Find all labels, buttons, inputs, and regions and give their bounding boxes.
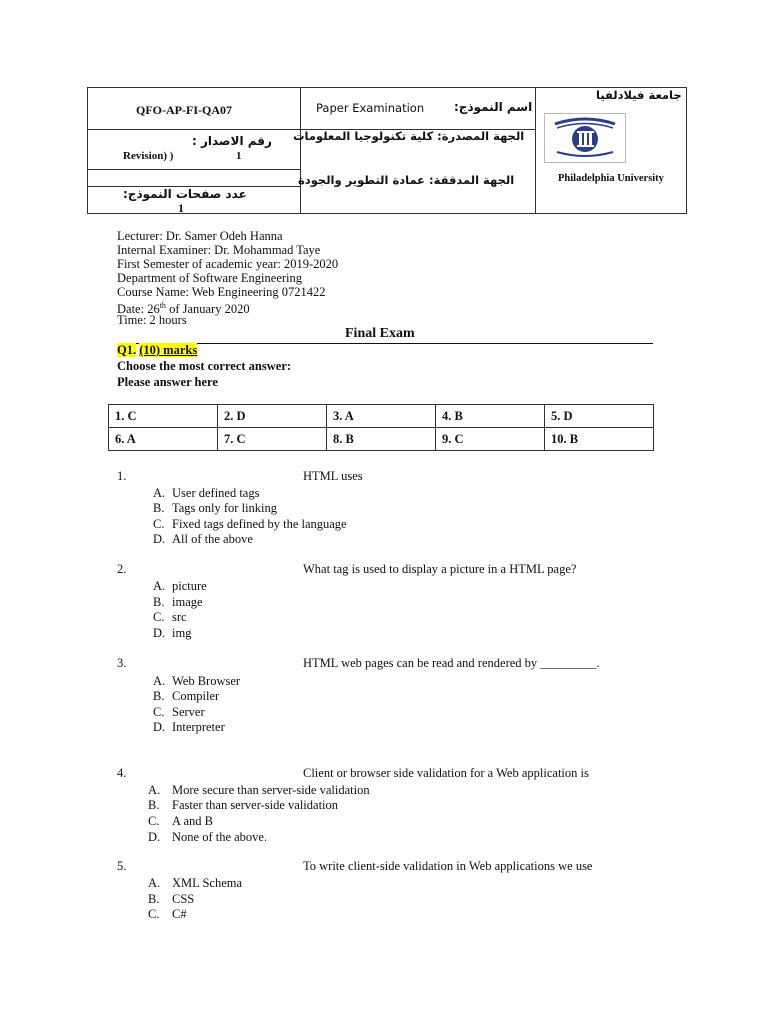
question-number: 1. [117, 469, 127, 483]
instruction-answer-here: Please answer here [117, 375, 218, 389]
answer-cell: 10. B [545, 428, 654, 451]
auditor-label: الجهة المدققة: عمادة التطوير والجودة [298, 173, 515, 187]
option: C. src [153, 610, 187, 624]
option: B. Compiler [153, 689, 220, 703]
question-text: HTML web pages can be read and rendered by _________. [303, 656, 600, 670]
answer-cell: 5. D [545, 405, 654, 428]
question-number: 3. [117, 656, 127, 670]
question-number: 5. [117, 859, 127, 873]
semester: First Semester of academic year: 2019-2020 [117, 257, 339, 271]
university-logo [544, 113, 626, 163]
option: C. Server [153, 705, 205, 719]
option: C. C# [148, 907, 187, 921]
lecturer: Lecturer: Dr. Samer Odeh Hanna [117, 229, 283, 243]
answer-table [108, 404, 654, 451]
exam-title: Final Exam [345, 326, 415, 341]
course-name: Course Name: Web Engineering 0721422 [117, 285, 326, 299]
option: D. All of the above [153, 532, 253, 546]
question-text: What tag is used to display a picture in a HTML page? [303, 562, 577, 576]
question-text: To write client-side validation in Web applications we use [303, 859, 593, 873]
department: Department of Software Engineering [117, 271, 303, 285]
option: B. Faster than server-side validation [148, 798, 339, 812]
option: A. Web Browser [153, 674, 241, 688]
option: C. Fixed tags defined by the language [153, 517, 347, 531]
form-code: QFO-AP-FI-QA07 [136, 103, 232, 117]
form-name-value: Paper Examination [316, 101, 425, 115]
option: D. Interpreter [153, 720, 225, 734]
q1-heading: Q1. (10) marks [117, 343, 198, 357]
option: A. More secure than server-side validation [148, 783, 370, 797]
option: B. image [153, 595, 203, 609]
option: D. None of the above. [148, 830, 268, 844]
answer-cell: 3. A [327, 405, 436, 428]
issue-number-label: رقم الاصدار : [192, 134, 272, 148]
university-name-english: Philadelphia University [558, 173, 664, 184]
option: A. XML Schema [148, 876, 243, 890]
question-text: Client or browser side validation for a Web application is [303, 766, 589, 780]
source-label: الجهة المصدرة: كلية تكنولوجيا المعلومات [293, 129, 525, 143]
answer-cell: 7. C [218, 428, 327, 451]
revision-value: 1 [236, 150, 242, 162]
exam-time: Time: 2 hours [117, 313, 187, 327]
option: C. A and B [148, 814, 213, 828]
exam-date: Date: 26th of January 2020 [117, 301, 250, 317]
answer-cell: 9. C [436, 428, 545, 451]
answer-cell: 6. A [109, 428, 218, 451]
answer-cell: 4. B [436, 405, 545, 428]
answer-cell: 2. D [218, 405, 327, 428]
option: B. CSS [148, 892, 195, 906]
pages-value: 1 [178, 201, 184, 215]
form-name-label: اسم النموذج: [454, 100, 533, 114]
question-number: 4. [117, 766, 127, 780]
option: D. img [153, 626, 192, 640]
pages-label: عدد صفحات النموذج: [123, 187, 247, 201]
option: A. User defined tags [153, 486, 260, 500]
university-name-arabic: جامعة فيلادلفيا [596, 88, 682, 102]
internal-examiner: Internal Examiner: Dr. Mohammad Taye [117, 243, 321, 257]
option: A. picture [153, 579, 207, 593]
answer-cell: 8. B [327, 428, 436, 451]
instruction-choose: Choose the most correct answer: [117, 359, 292, 373]
revision-label: Revision) ) [123, 150, 174, 162]
question-number: 2. [117, 562, 127, 576]
title-rule [117, 343, 653, 344]
option: B. Tags only for linking [153, 501, 278, 515]
question-text: HTML uses [303, 469, 363, 483]
answer-cell: 1. C [109, 405, 218, 428]
header-table [87, 87, 687, 214]
